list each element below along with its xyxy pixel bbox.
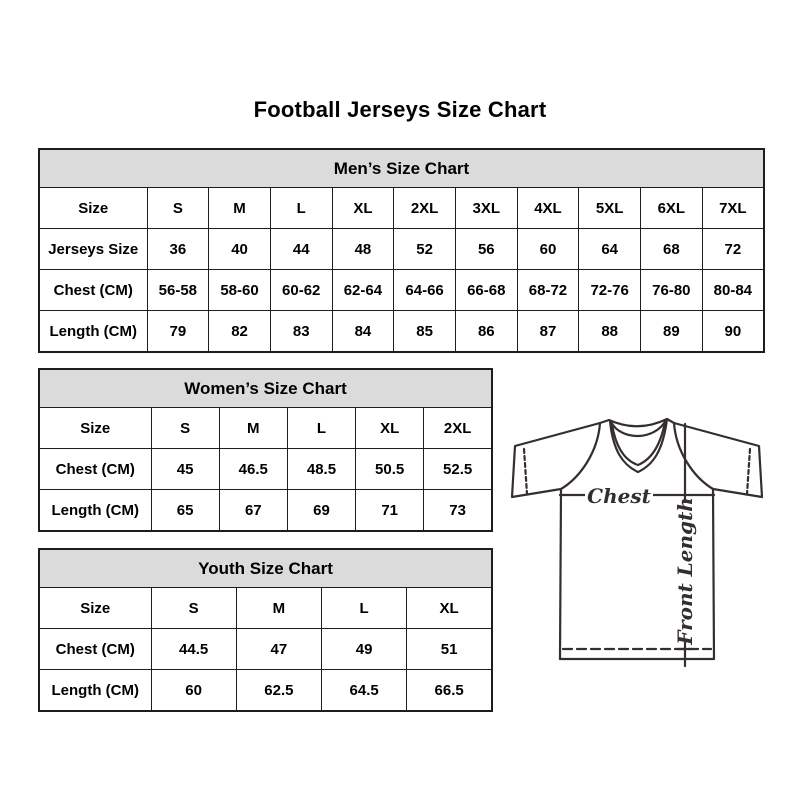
jersey-measurement-diagram <box>503 403 773 673</box>
table-cell: 90 <box>702 311 764 353</box>
table-cell: 2XL <box>424 408 492 449</box>
table-cell: 49 <box>322 629 407 670</box>
table-cell: 82 <box>209 311 271 353</box>
table-cell: 83 <box>270 311 332 353</box>
table-cell: 5XL <box>579 188 641 229</box>
section-header-row <box>39 369 492 408</box>
table-row <box>39 629 492 670</box>
table-cell: 66-68 <box>455 270 517 311</box>
table-cell: 47 <box>236 629 321 670</box>
table-cell: 46.5 <box>219 449 287 490</box>
table-cell: 69 <box>287 490 355 532</box>
jersey-outline-icon <box>512 419 762 659</box>
table-cell: 68-72 <box>517 270 579 311</box>
table-row <box>39 408 492 449</box>
table-cell: 73 <box>424 490 492 532</box>
table-cell: 65 <box>151 490 219 532</box>
table-cell: 85 <box>394 311 456 353</box>
table-cell: 56 <box>455 229 517 270</box>
table-cell: 52 <box>394 229 456 270</box>
table-cell: 44.5 <box>151 629 236 670</box>
table-cell: XL <box>332 188 394 229</box>
table-cell: M <box>209 188 271 229</box>
chest-label: Chest <box>587 484 651 508</box>
table-cell: 2XL <box>394 188 456 229</box>
table-cell: S <box>151 408 219 449</box>
table-cell: 50.5 <box>356 449 424 490</box>
table-cell: 7XL <box>702 188 764 229</box>
table-cell: 62-64 <box>332 270 394 311</box>
table-cell: M <box>219 408 287 449</box>
table-row <box>39 588 492 629</box>
row-label: Length (CM) <box>39 670 151 712</box>
section-header-row <box>39 549 492 588</box>
table-cell: 4XL <box>517 188 579 229</box>
row-label: Length (CM) <box>39 311 147 353</box>
table-row <box>39 229 764 270</box>
page-title: Football Jerseys Size Chart <box>253 97 547 122</box>
table-cell: 80-84 <box>702 270 764 311</box>
section-header: Youth Size Chart <box>39 549 492 588</box>
table-cell: 3XL <box>455 188 517 229</box>
table-cell: 64 <box>579 229 641 270</box>
table-cell: 36 <box>147 229 209 270</box>
table-cell: S <box>147 188 209 229</box>
row-label: Size <box>39 408 151 449</box>
table-cell: 60 <box>517 229 579 270</box>
table-cell: 45 <box>151 449 219 490</box>
table-cell: 51 <box>407 629 492 670</box>
table-cell: 79 <box>147 311 209 353</box>
row-label: Size <box>39 588 151 629</box>
table-cell: 64-66 <box>394 270 456 311</box>
table-row <box>39 490 492 532</box>
table-cell: 56-58 <box>147 270 209 311</box>
youth-size-table <box>38 548 493 712</box>
table-row <box>39 270 764 311</box>
table-cell: S <box>151 588 236 629</box>
table-row <box>39 188 764 229</box>
table-cell: 62.5 <box>236 670 321 712</box>
table-cell: 71 <box>356 490 424 532</box>
table-cell: 60 <box>151 670 236 712</box>
table-row <box>39 449 492 490</box>
table-cell: 44 <box>270 229 332 270</box>
table-cell: 64.5 <box>322 670 407 712</box>
table-cell: 67 <box>219 490 287 532</box>
section-header-row <box>39 149 764 188</box>
table-cell: 72-76 <box>579 270 641 311</box>
table-cell: 48 <box>332 229 394 270</box>
table-cell: 48.5 <box>287 449 355 490</box>
front-length-label: Front Length <box>673 497 697 645</box>
table-cell: L <box>270 188 332 229</box>
table-cell: M <box>236 588 321 629</box>
table-cell: XL <box>407 588 492 629</box>
table-row <box>39 670 492 712</box>
table-cell: 87 <box>517 311 579 353</box>
table-cell: 68 <box>641 229 703 270</box>
row-label: Size <box>39 188 147 229</box>
section-header: Men’s Size Chart <box>39 149 764 188</box>
table-cell: 84 <box>332 311 394 353</box>
table-cell: 76-80 <box>641 270 703 311</box>
table-cell: 52.5 <box>424 449 492 490</box>
table-cell: 88 <box>579 311 641 353</box>
row-label: Chest (CM) <box>39 629 151 670</box>
table-cell: 40 <box>209 229 271 270</box>
row-label: Chest (CM) <box>39 449 151 490</box>
row-label: Length (CM) <box>39 490 151 532</box>
section-header: Women’s Size Chart <box>39 369 492 408</box>
table-cell: 58-60 <box>209 270 271 311</box>
table-cell: L <box>287 408 355 449</box>
table-row <box>39 311 764 353</box>
mens-size-table <box>38 148 765 353</box>
table-cell: 89 <box>641 311 703 353</box>
row-label: Jerseys Size <box>39 229 147 270</box>
table-cell: 66.5 <box>407 670 492 712</box>
table-cell: 60-62 <box>270 270 332 311</box>
row-label: Chest (CM) <box>39 270 147 311</box>
womens-size-table <box>38 368 493 532</box>
table-cell: 6XL <box>641 188 703 229</box>
table-cell: 86 <box>455 311 517 353</box>
table-cell: XL <box>356 408 424 449</box>
table-cell: 72 <box>702 229 764 270</box>
table-cell: L <box>322 588 407 629</box>
